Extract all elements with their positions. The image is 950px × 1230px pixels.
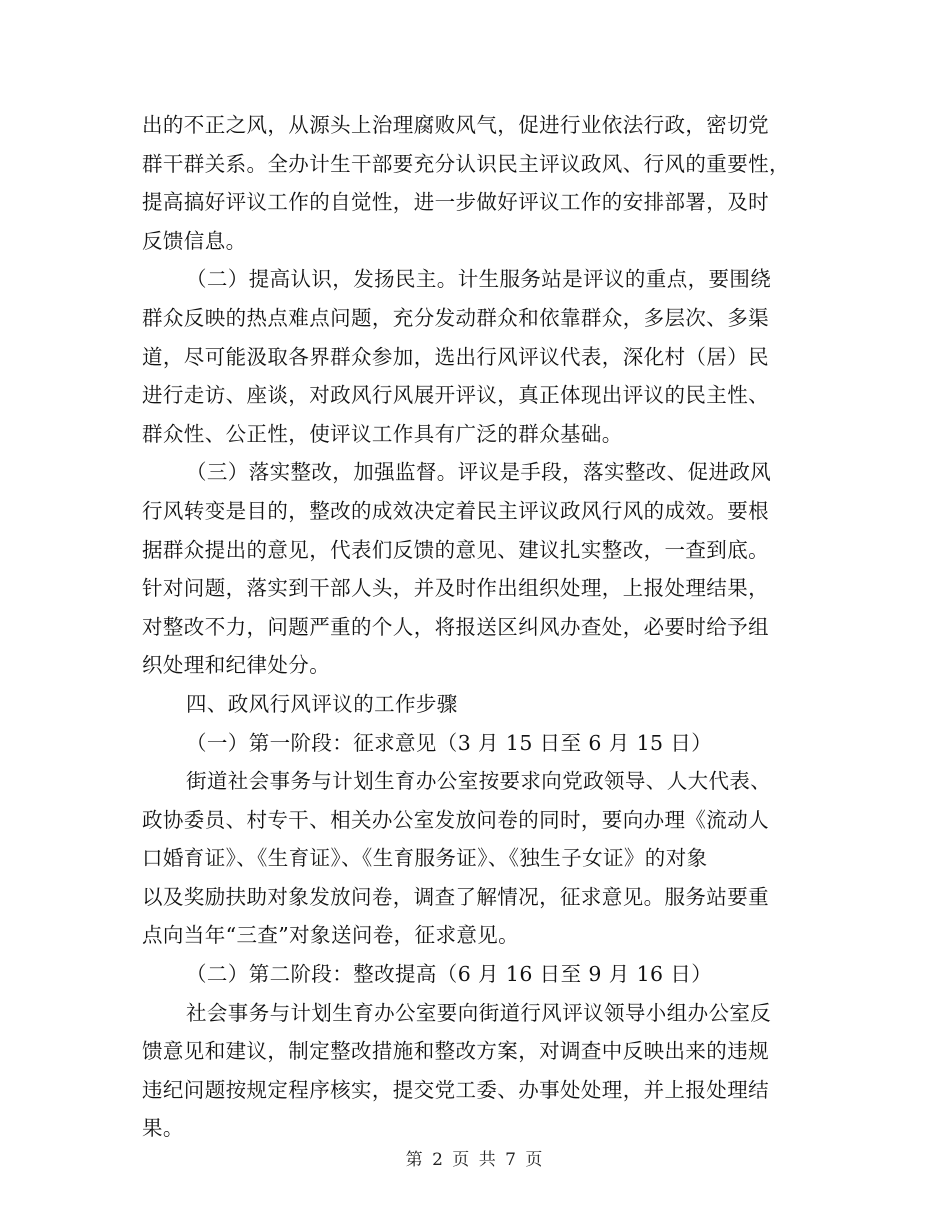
text-line: 违纪问题按规定程序核实，提交党工委、办事处处理，并上报处理结 xyxy=(142,1077,769,1102)
paragraph-first-line: 街道社会事务与计划生育办公室按要求向党政领导、人大代表、 xyxy=(186,769,772,794)
text-line: 果。 xyxy=(142,1116,184,1141)
stage-heading: （一）第一阶段：征求意见（3 月 15 日至 6 月 15 日） xyxy=(186,730,713,755)
paragraph-heading-line: （二）提高认识，发扬民主。计生服务站是评议的重点，要围绕 xyxy=(186,267,772,292)
text-line: 针对问题，落实到干部人头，并及时作出组织处理，上报处理结果， xyxy=(142,576,769,601)
text-line: 政协委员、村专干、相关办公室发放问卷的同时，要向办理《流动人 xyxy=(142,807,769,832)
paragraph-heading-line: （三）落实整改，加强监督。评议是手段，落实整改、促进政风 xyxy=(186,460,772,485)
text-line: 点向当年“三查”对象送问卷，征求意见。 xyxy=(142,923,520,948)
text-line: 群干群关系。全办计生干部要充分认识民主评议政风、行风的重要性， xyxy=(142,151,790,176)
text-line: 反馈信息。 xyxy=(142,228,247,253)
paragraph-first-line: 社会事务与计划生育办公室要向街道行风评议领导小组办公室反 xyxy=(186,1000,772,1025)
text-line: 馈意见和建议，制定整改措施和整改方案，对调查中反映出来的违规 xyxy=(142,1039,769,1064)
text-line: 群众性、公正性，使评议工作具有广泛的群众基础。 xyxy=(142,421,623,446)
text-line: 对整改不力，问题严重的个人，将报送区纠风办查处，必要时给予组 xyxy=(142,614,769,639)
text-line: 道，尽可能汲取各界群众参加，选出行风评议代表，深化村（居）民 xyxy=(142,344,769,369)
text-line: 出的不正之风，从源头上治理腐败风气，促进行业依法行政，密切党 xyxy=(142,113,769,137)
text-line: 进行走访、座谈，对政风行风展开评议，真正体现出评议的民主性、 xyxy=(142,383,769,408)
section-heading: 四、政风行风评议的工作步骤 xyxy=(186,691,458,716)
page-number-footer: 第 2 页 共 7 页 xyxy=(405,1150,545,1170)
document-body xyxy=(142,106,810,1148)
text-line: 据群众提出的意见，代表们反馈的意见、建议扎实整改，一查到底。 xyxy=(142,537,769,562)
text-line: 提高搞好评议工作的自觉性，进一步做好评议工作的安排部署，及时 xyxy=(142,190,769,215)
text-line: 织处理和纪律处分。 xyxy=(142,653,331,678)
stage-heading: （二）第二阶段：整改提高（6 月 16 日至 9 月 16 日） xyxy=(186,962,713,987)
text-line: 以及奖励扶助对象发放问卷，调查了解情况，征求意见。服务站要重 xyxy=(142,884,769,909)
text-line: 群众反映的热点难点问题，充分发动群众和依靠群众，多层次、多渠 xyxy=(142,305,769,330)
text-line: 行风转变是目的，整改的成效决定着民主评议政风行风的成效。要根 xyxy=(142,498,769,523)
text-line: 口婚育证》、《生育证》、《生育服务证》、《独生子女证》的对象 xyxy=(142,846,708,871)
